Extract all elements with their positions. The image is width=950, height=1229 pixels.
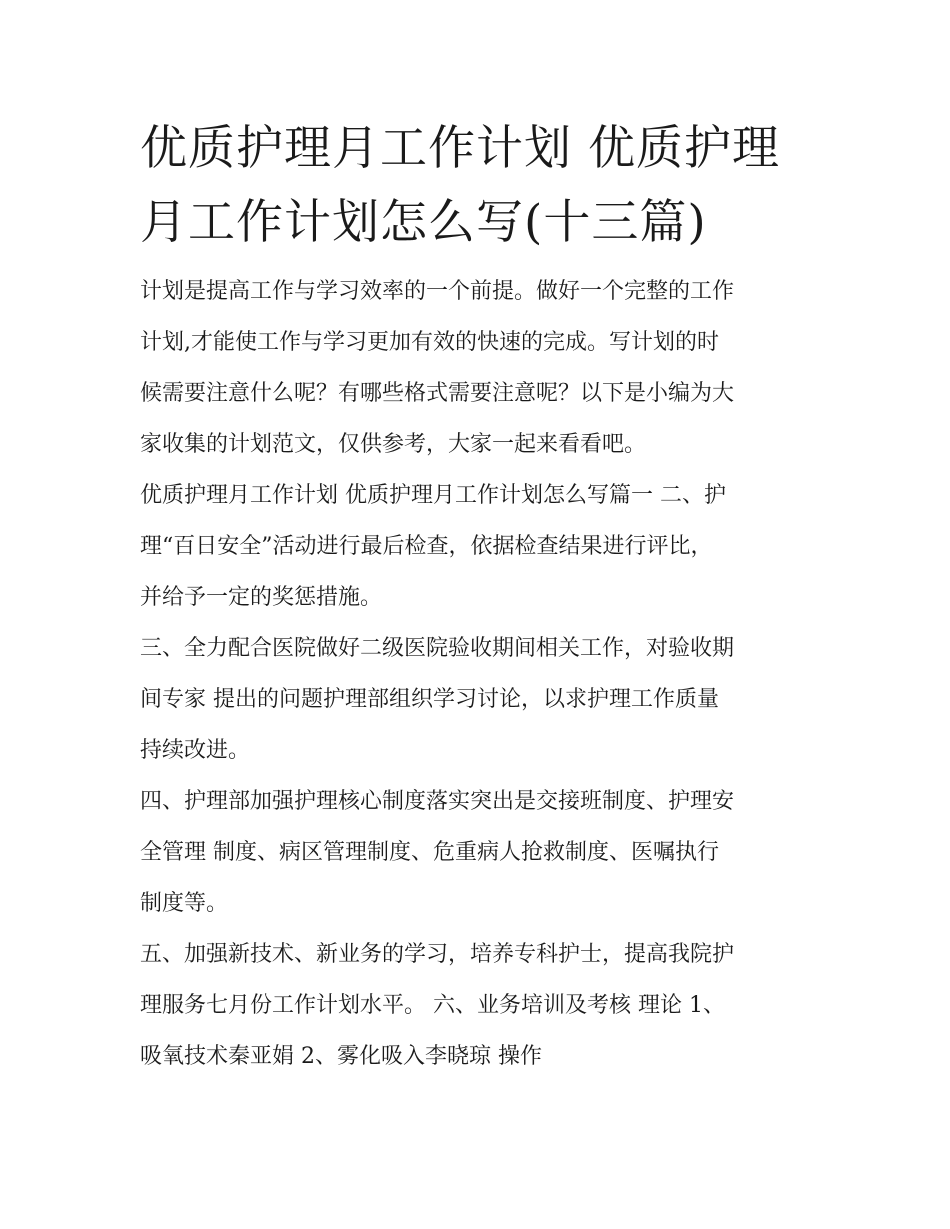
text-line: 四、护理部加强护理核心制度落实突出是交接班制度、护理安 <box>140 789 735 814</box>
title-line: 月工作计划怎么写(十三篇) <box>140 195 707 250</box>
section-paragraph <box>140 470 820 623</box>
text-line: 优质护理月工作计划 优质护理月工作计划怎么写篇一 二、护 <box>140 483 726 508</box>
text-line: 间专家 提出的问题护理部组织学习讨论，以求护理工作质量 <box>140 687 719 712</box>
section-paragraph <box>140 623 820 776</box>
text-line: 全管理 制度、病区管理制度、危重病人抢救制度、医嘱执行 <box>140 840 719 865</box>
text-line: 三、全力配合医院做好二级医院验收期间相关工作，对验收期 <box>140 636 735 661</box>
text-line: 吸氧技术秦亚娟 2、雾化吸入李晓琼 操作 <box>140 1044 542 1069</box>
text-line: 计划,才能使工作与学习更加有效的快速的完成。写计划的时 <box>140 330 719 355</box>
text-line: 制度等。 <box>140 891 229 916</box>
text-line: 计划是提高工作与学习效率的一个前提。做好一个完整的工作 <box>140 279 735 304</box>
text-line: 理服务七月份工作计划水平。 六、业务培训及考核 理论 1、 <box>140 993 725 1018</box>
intro-paragraph <box>140 266 820 470</box>
document-page <box>140 112 820 1082</box>
section-paragraph <box>140 929 820 1082</box>
text-line: 五、加强新技术、新业务的学习，培养专科护士，提高我院护 <box>140 942 735 967</box>
title-line: 优质护理月工作计划 优质护理 <box>140 121 780 176</box>
text-line: 家收集的计划范文，仅供参考，大家一起来看看吧。 <box>140 432 647 457</box>
text-line: 持续改进。 <box>140 738 251 763</box>
text-line: 并给予一定的奖惩措施。 <box>140 585 383 610</box>
document-title <box>140 112 820 260</box>
text-line: 候需要注意什么呢？有哪些格式需要注意呢？以下是小编为大 <box>140 381 735 406</box>
text-line: 理“百日安全”活动进行最后检查，依据检查结果进行评比， <box>140 534 713 559</box>
section-paragraph <box>140 776 820 929</box>
